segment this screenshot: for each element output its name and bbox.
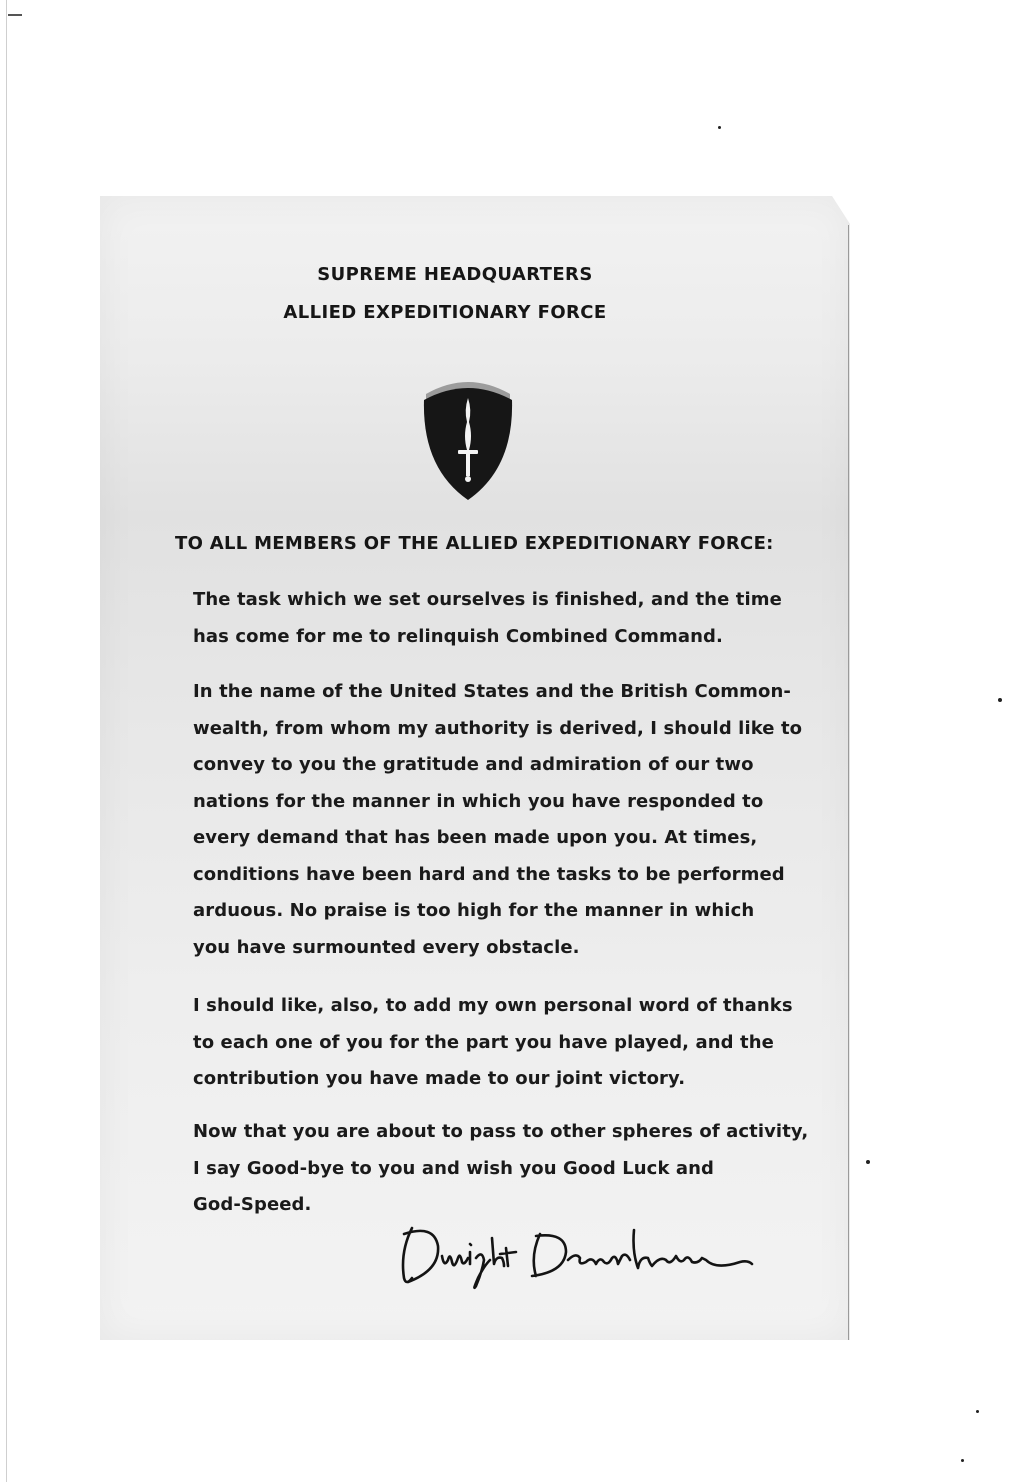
paragraph-line: I say Good-bye to you and wish you Good Luck and (193, 1157, 715, 1179)
scan-speck (976, 1410, 979, 1413)
paragraph-2 (193, 674, 802, 966)
handwritten-signature (390, 1212, 760, 1292)
paragraph-line: every demand that has been made upon you. At times, (193, 827, 758, 848)
paragraph-line: conditions have been hard and the tasks to be performed (193, 863, 785, 885)
letter-sheet-edge (848, 225, 849, 1340)
letterhead-line-1: SUPREME HEADQUARTERS (317, 264, 593, 285)
paragraph-line: nations for the manner in which you have responded to (193, 790, 764, 812)
scan-speck (718, 126, 721, 129)
paragraph-4 (193, 1114, 808, 1224)
letterhead-line-2: ALLIED EXPEDITIONARY FORCE (283, 302, 607, 323)
paragraph-line: contribution you have made to our joint victory. (193, 1068, 686, 1089)
scan-speck (866, 1160, 870, 1164)
scan-corner-mark (8, 14, 22, 16)
paragraph-line: Now that you are about to pass to other spheres of activity, (193, 1121, 809, 1142)
paragraph-3 (193, 988, 793, 1098)
paragraph-line: has come for me to relinquish Combined Command. (193, 625, 723, 647)
paragraph-line: convey to you the gratitude and admiration of our two (193, 754, 754, 775)
scan-speck (961, 1459, 964, 1462)
scan-speck (998, 698, 1002, 702)
salutation: TO ALL MEMBERS OF THE ALLIED EXPEDITIONARY FORCE: (175, 533, 774, 554)
paragraph-line: The task which we set ourselves is finished, and the time (193, 589, 782, 610)
paragraph-line: to each one of you for the part you have played, and the (193, 1031, 774, 1053)
paragraph-line: arduous. No praise is too high for the manner in which (193, 900, 755, 921)
shaef-shield-flaming-sword-icon (420, 370, 516, 502)
paragraph-line: you have surmounted every obstacle. (193, 936, 580, 958)
paragraph-line: In the name of the United States and the British Common- (193, 681, 791, 702)
paragraph-line: I should like, also, to add my own personal word of thanks (193, 995, 793, 1016)
scan-edge-line (6, 0, 7, 1482)
paragraph-line: wealth, from whom my authority is derived, I should like to (193, 717, 803, 739)
paragraph-line: God-Speed. (193, 1194, 312, 1215)
paragraph-1 (193, 582, 782, 655)
